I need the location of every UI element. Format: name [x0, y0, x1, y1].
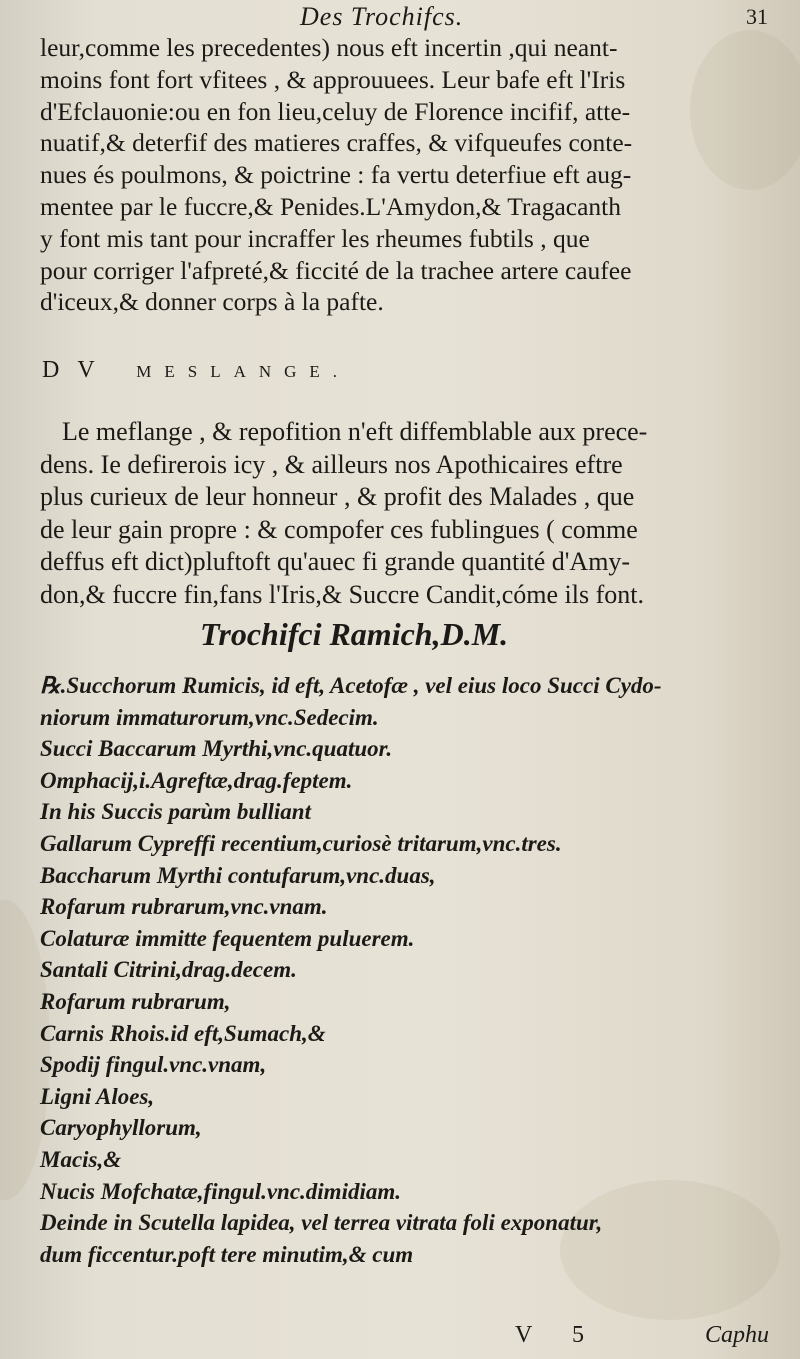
recipe-line: Colaturæ immitte fequentem puluerem. [40, 925, 415, 951]
recipe-line: ℞.Succhorum Rumicis, id eft, Acetofæ , vel eius loco Succi Cydo- [40, 673, 662, 698]
recipe-line: Rofarum rubrarum, [40, 988, 231, 1014]
recipe-line: Gallarum Cypreffi recentium,curiosè tritarum,vnc.tres. [40, 830, 562, 856]
recipe-line: Omphacij,i.Agreftæ,drag.feptem. [40, 767, 353, 793]
text-line: y font mis tant pour incraffer les rheumes fubtils , que [40, 223, 590, 253]
text-line: nuatif,& deterfif des matieres craffes, & vifqueufes conte- [40, 128, 633, 158]
opening-paragraph [40, 32, 800, 318]
text-line: mentee par le fuccre,& Penides.L'Amydon,& Tragacanth [40, 191, 622, 221]
recipe-title: Trochifci Ramich,D.M. [200, 616, 509, 652]
recipe-line: Rofarum rubrarum,vnc.vnam. [40, 894, 328, 920]
recipe-line: In his Succis parùm bulliant [40, 799, 311, 825]
page-footer [0, 1322, 800, 1358]
mixing-paragraph [40, 416, 800, 611]
text-line: don,& fuccre fin,fans l'Iris,& Succre Candit,cóme ils font. [40, 579, 644, 609]
catchword: Caphu [705, 1322, 770, 1348]
running-title: Des Trochifcs. [300, 2, 464, 31]
recipe-line: dum ficcentur.poft tere minutim,& cum [40, 1241, 414, 1267]
text-line: pour corriger l'afpreté,& ficcité de la trachee artere caufee [40, 255, 632, 285]
recipe-line: Deinde in Scutella lapidea, vel terrea vitrata foli exponatur, [40, 1210, 603, 1236]
section-heading [42, 357, 350, 384]
recipe-line: Succi Baccarum Myrthi,vnc.quatuor. [40, 736, 393, 762]
text-line: leur,comme les precedentes) nous eft incertin ,qui neant- [40, 33, 618, 62]
text-line: nues és poulmons, & poictrine : fa vertu deterfiue eft aug- [40, 160, 632, 190]
recipe-list [40, 670, 800, 1270]
recipe-line: Carnis Rhois.id eft,Sumach,& [40, 1020, 326, 1046]
recipe-line: Nucis Mofchatæ,fingul.vnc.dimidiam. [40, 1178, 401, 1204]
recipe-line: Ligni Aloes, [40, 1083, 155, 1109]
text-line: moins font fort vfitees , & approuuees. Leur bafe eft l'Iris [40, 64, 626, 94]
recipe-line: niorum immaturorum,vnc.Sedecim. [40, 704, 379, 730]
text-line: d'iceux,& donner corps à la pafte. [40, 287, 384, 317]
recipe-line: Macis,& [40, 1146, 122, 1172]
signature-number: 5 [572, 1322, 584, 1348]
recipe-line: Caryophyllorum, [40, 1115, 202, 1141]
signature-mark: V [515, 1322, 533, 1348]
recipe-line: Baccharum Myrthi contufarum,vnc.duas, [40, 862, 436, 888]
text-line: dens. Ie defirerois icy , & ailleurs nos Apothicaires eftre [40, 449, 623, 479]
text-line: plus curieux de leur honneur , & profit des Malades , que [40, 482, 635, 511]
recipe-line: Spodij fingul.vnc.vnam, [40, 1052, 267, 1078]
text-line: Le meflange , & repofition n'eft diffemblable aux prece- [62, 417, 648, 446]
text-line: de leur gain propre : & compofer ces fublingues ( comme [40, 514, 638, 544]
section-heading-initial: DV [42, 357, 113, 383]
text-line: d'Efclauonie:ou en fon lieu,celuy de Florence incifif, atte- [40, 96, 631, 126]
section-heading-word: MESLANGE. [136, 362, 351, 381]
page-number: 31 [746, 4, 768, 29]
recipe-line: Santali Citrini,drag.decem. [40, 957, 297, 983]
text-line: deffus eft dict)pluftoft qu'auec fi grande quantité d'Amy- [40, 547, 631, 576]
